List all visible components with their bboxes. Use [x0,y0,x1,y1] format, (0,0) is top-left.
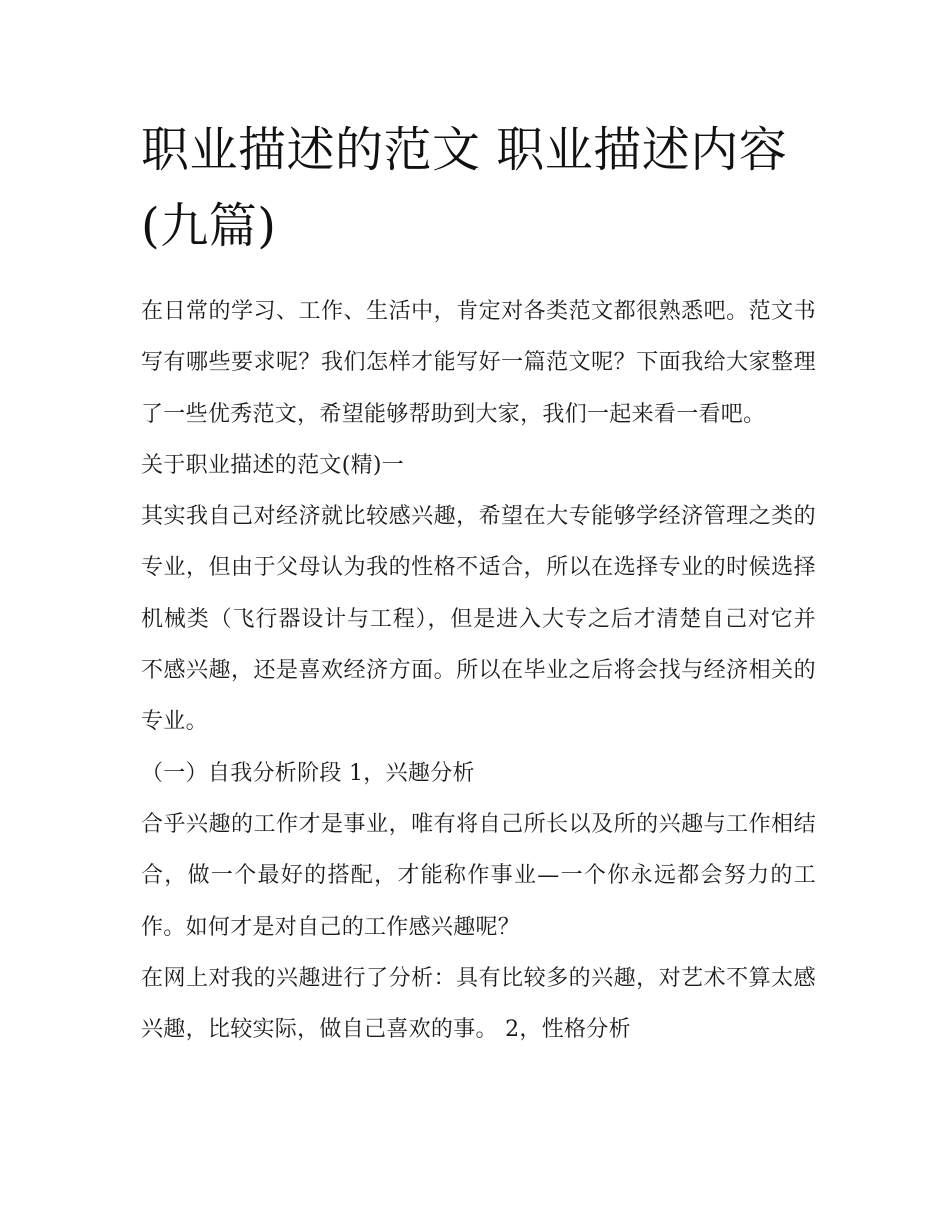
document-title: 职业描述的范文 职业描述内容(九篇) [141,122,788,254]
body-paragraph: 在网上对我的兴趣进行了分析：具有比较多的兴趣，对艺术不算太感兴趣，比较实际，做自己喜欢的事。 2，性格分析 [141,965,816,1043]
body-paragraph: 其实我自己对经济就比较感兴趣，希望在大专能够学经济管理之类的专业，但由于父母认为我的性格不适合，所以在选择专业的时候选择机械类（飞行器设计与工程），但是进入大专之后才清楚自己对它并不感兴趣，还是喜欢经济方面。所以在毕业之后将会找与经济相关的专业。 [141,504,816,735]
document-body [141,286,816,1055]
intro-paragraph: 在日常的学习、工作、生活中，肯定对各类范文都很熟悉吧。范文书写有哪些要求呢？我们怎样才能写好一篇范文呢？下面我给大家整理了一些优秀范文，希望能够帮助到大家，我们一起来看一看吧。 [141,299,816,427]
body-paragraph: 合乎兴趣的工作才是事业，唯有将自己所长以及所的兴趣与工作相结合，做一个最好的搭配，才能称作事业—一个你永远都会努力的工作。如何才是对自己的工作感兴趣呢？ [141,811,816,940]
document-page [141,112,816,1055]
subsection-heading: （一）自我分析阶段 1，兴趣分析 [141,760,475,786]
section-heading: 关于职业描述的范文(精)一 [141,452,405,478]
